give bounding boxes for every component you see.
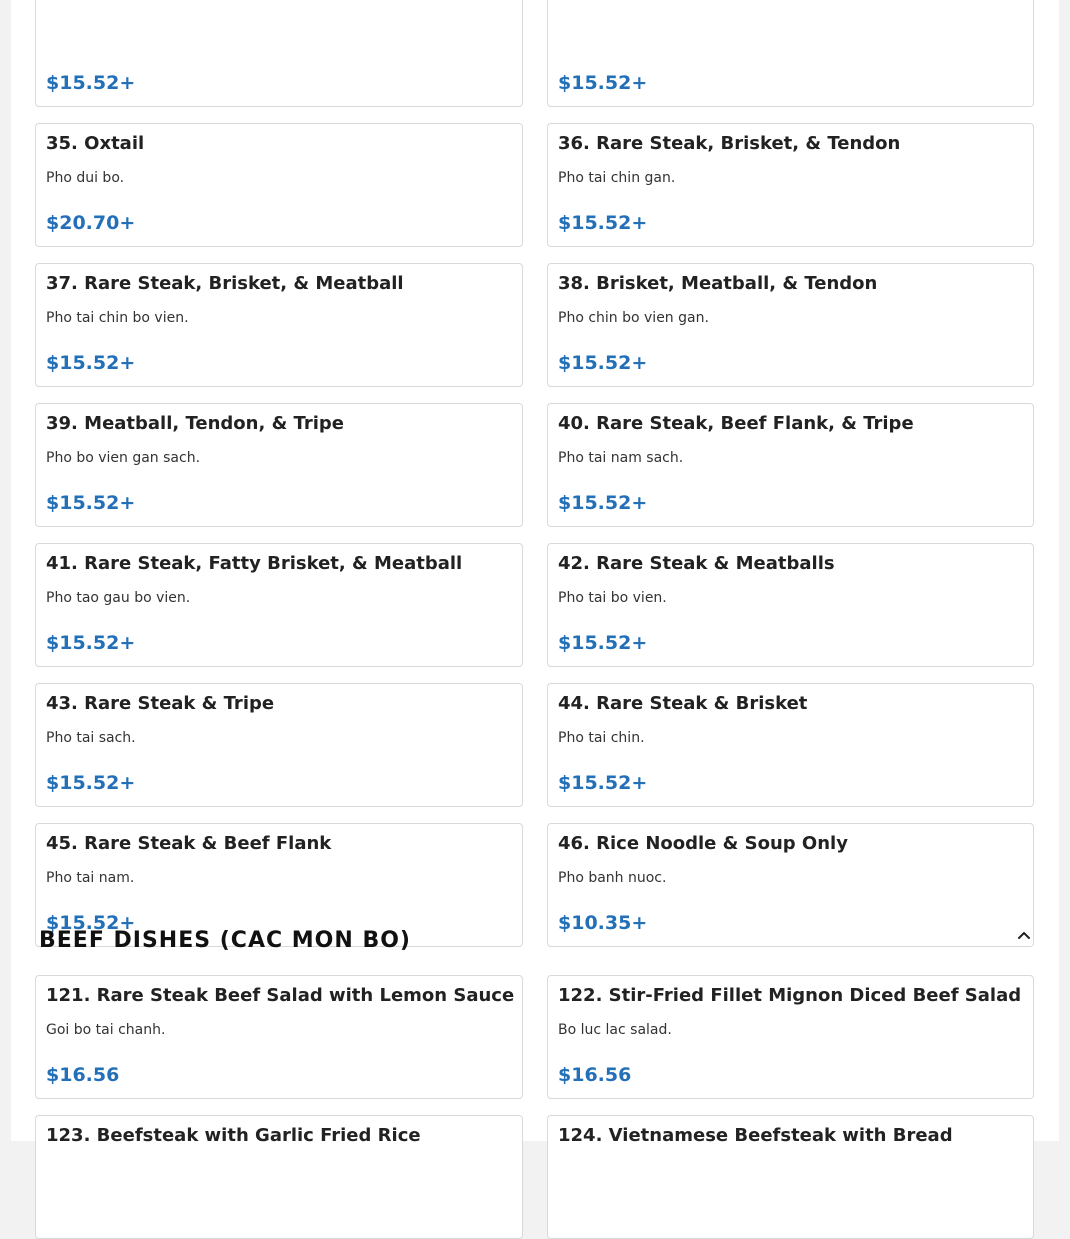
menu-item-card[interactable] bbox=[35, 975, 523, 1099]
pho-items-grid bbox=[35, 0, 1034, 947]
menu-item-card[interactable] bbox=[547, 683, 1034, 807]
menu-item-description: Pho tao gau bo vien. bbox=[46, 590, 191, 606]
menu-item-price: $15.52+ bbox=[46, 632, 136, 654]
menu-item-price: $15.52+ bbox=[558, 72, 648, 94]
section-header-beef-dishes[interactable] bbox=[39, 920, 1035, 960]
menu-item-card[interactable] bbox=[35, 403, 523, 527]
menu-item-price: $15.52+ bbox=[46, 72, 136, 94]
menu-item-name: 46. Rice Noodle & Soup Only bbox=[558, 833, 848, 854]
menu-item-description: Pho tai chin gan. bbox=[558, 170, 676, 186]
menu-item-price: $15.52+ bbox=[46, 352, 136, 374]
menu-item-name: 39. Meatball, Tendon, & Tripe bbox=[46, 413, 344, 434]
menu-item-price: $15.52+ bbox=[558, 772, 648, 794]
beef-items-grid bbox=[35, 975, 1034, 1239]
menu-item-name: 45. Rare Steak & Beef Flank bbox=[46, 833, 332, 854]
menu-item-card[interactable] bbox=[547, 0, 1034, 107]
section-title: BEEF DISHES (CAC MON BO) bbox=[39, 928, 411, 953]
menu-item-price: $10.35+ bbox=[558, 912, 648, 934]
menu-item-card[interactable] bbox=[547, 123, 1034, 247]
menu-item-price: $16.56 bbox=[46, 1064, 120, 1086]
menu-item-description: Goi bo tai chanh. bbox=[46, 1022, 166, 1038]
menu-item-price: $15.52+ bbox=[46, 912, 136, 934]
menu-item-description: Pho tai chin bo vien. bbox=[46, 310, 189, 326]
menu-item-card[interactable] bbox=[35, 123, 523, 247]
menu-item-description: Pho tai bo vien. bbox=[558, 590, 667, 606]
menu-item-description: Pho banh nuoc. bbox=[558, 870, 667, 886]
menu-item-price: $15.52+ bbox=[46, 772, 136, 794]
menu-item-description: Pho tai nam sach. bbox=[558, 450, 684, 466]
menu-item-card[interactable] bbox=[547, 403, 1034, 527]
menu-item-name: 122. Stir-Fried Fillet Mignon Diced Beef Salad bbox=[558, 985, 1022, 1006]
menu-item-card[interactable] bbox=[547, 975, 1034, 1099]
menu-item-card[interactable] bbox=[547, 1115, 1034, 1239]
menu-item-card[interactable] bbox=[547, 543, 1034, 667]
menu-item-name: 38. Brisket, Meatball, & Tendon bbox=[558, 273, 878, 294]
menu-item-name: 123. Beefsteak with Garlic Fried Rice bbox=[46, 1125, 421, 1146]
menu-item-card[interactable] bbox=[35, 263, 523, 387]
menu-item-price: $15.52+ bbox=[558, 492, 648, 514]
menu-item-name: 37. Rare Steak, Brisket, & Meatball bbox=[46, 273, 404, 294]
menu-item-name: 42. Rare Steak & Meatballs bbox=[558, 553, 835, 574]
menu-item-description: Pho tai chin. bbox=[558, 730, 645, 746]
menu-item-price: $15.52+ bbox=[558, 352, 648, 374]
menu-item-price: $15.52+ bbox=[46, 492, 136, 514]
menu-item-name: 40. Rare Steak, Beef Flank, & Tripe bbox=[558, 413, 914, 434]
menu-item-card[interactable] bbox=[547, 263, 1034, 387]
chevron-up-icon[interactable] bbox=[1013, 924, 1035, 946]
menu-item-name: 36. Rare Steak, Brisket, & Tendon bbox=[558, 133, 901, 154]
menu-item-card[interactable] bbox=[35, 0, 523, 107]
menu-item-price: $15.52+ bbox=[558, 632, 648, 654]
menu-item-description: Pho tai nam. bbox=[46, 870, 135, 886]
menu-item-card[interactable] bbox=[35, 543, 523, 667]
menu-item-name: 41. Rare Steak, Fatty Brisket, & Meatball bbox=[46, 553, 463, 574]
menu-item-description: Pho dui bo. bbox=[46, 170, 125, 186]
menu-item-description: Bo luc lac salad. bbox=[558, 1022, 672, 1038]
menu-item-description: Pho chin bo vien gan. bbox=[558, 310, 709, 326]
menu-item-name: 124. Vietnamese Beefsteak with Bread bbox=[558, 1125, 953, 1146]
menu-item-card[interactable] bbox=[35, 1115, 523, 1239]
menu-item-price: $16.56 bbox=[558, 1064, 632, 1086]
menu-item-name: 121. Rare Steak Beef Salad with Lemon Sauce bbox=[46, 985, 515, 1006]
menu-item-name: 35. Oxtail bbox=[46, 133, 145, 154]
menu-item-price: $20.70+ bbox=[46, 212, 136, 234]
menu-item-price: $15.52+ bbox=[558, 212, 648, 234]
menu-item-card[interactable] bbox=[35, 683, 523, 807]
menu-item-description: Pho tai sach. bbox=[46, 730, 136, 746]
menu-page bbox=[11, 0, 1059, 1146]
menu-item-name: 44. Rare Steak & Brisket bbox=[558, 693, 808, 714]
menu-item-description: Pho bo vien gan sach. bbox=[46, 450, 201, 466]
menu-item-name: 43. Rare Steak & Tripe bbox=[46, 693, 275, 714]
